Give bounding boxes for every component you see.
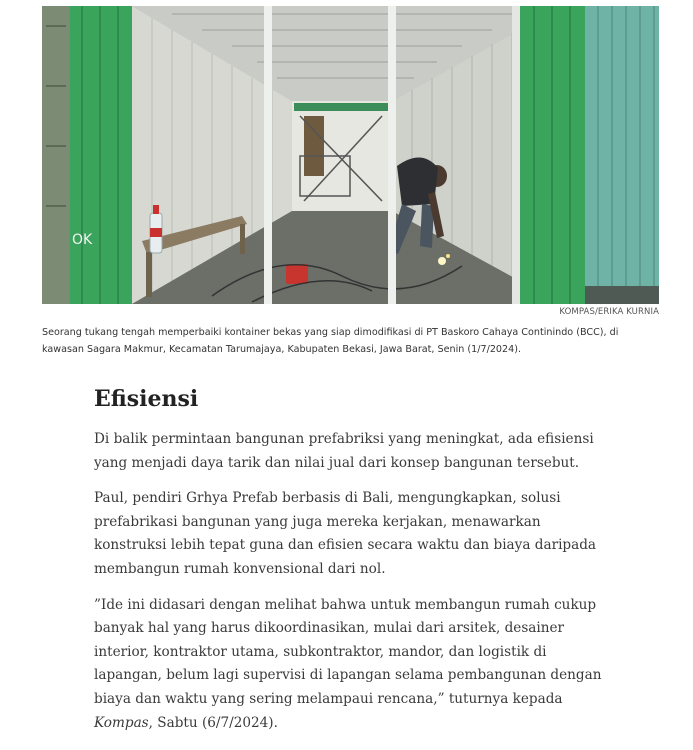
publication-name: Kompas: [94, 714, 149, 731]
article-quote-paragraph: [94, 594, 614, 736]
photo-caption: Seorang tukang tengah memperbaiki kontainer bekas yang siap dimodifikasi di PT Baskoro Cahaya Continindo (BCC), di kawasan Sagara Makmur, Kecamatan Tarumajaya, Kabupaten Bekasi, Jawa Barat, Senin (1/7/2024).: [42, 327, 619, 355]
section-heading: Efisiensi: [94, 386, 199, 412]
article-paragraph: Paul, pendiri Grhya Prefab berbasis di Bali, mengungkapkan, solusi prefabrikasi bangunan yang juga mereka kerjakan, menawarkan konstruksi lebih tepat guna dan efisien secara waktu dan biaya daripada membangun rumah konvensional dari nol.: [94, 490, 597, 577]
wall-marking-text: OK: [72, 232, 93, 248]
quote-text: ”Ide ini didasari dengan melihat bahwa untuk membangun rumah cukup banyak hal yang harus dikoordinasikan, mulai dari arsitek, desainer interior, kontraktor utama, subkontraktor, mandor, dan logistik di lapangan, belum lagi supervisi di lapangan selama pembangunan dengan biaya dan waktu yang sering melampaui rencana,” tuturnya kepada: [94, 596, 602, 707]
article-paragraph: Di balik permintaan bangunan prefabriksi yang meningkat, ada efisiensi yang menjadi daya tarik dan nilai jual dari konsep bangunan tersebut.: [94, 431, 594, 471]
quote-date: , Sabtu (6/7/2024).: [148, 714, 278, 731]
article-body: [94, 384, 614, 747]
article-photo: [42, 6, 659, 304]
photo-illustration: [42, 6, 659, 304]
photo-credit: KOMPAS/ERIKA KURNIA: [559, 307, 659, 317]
